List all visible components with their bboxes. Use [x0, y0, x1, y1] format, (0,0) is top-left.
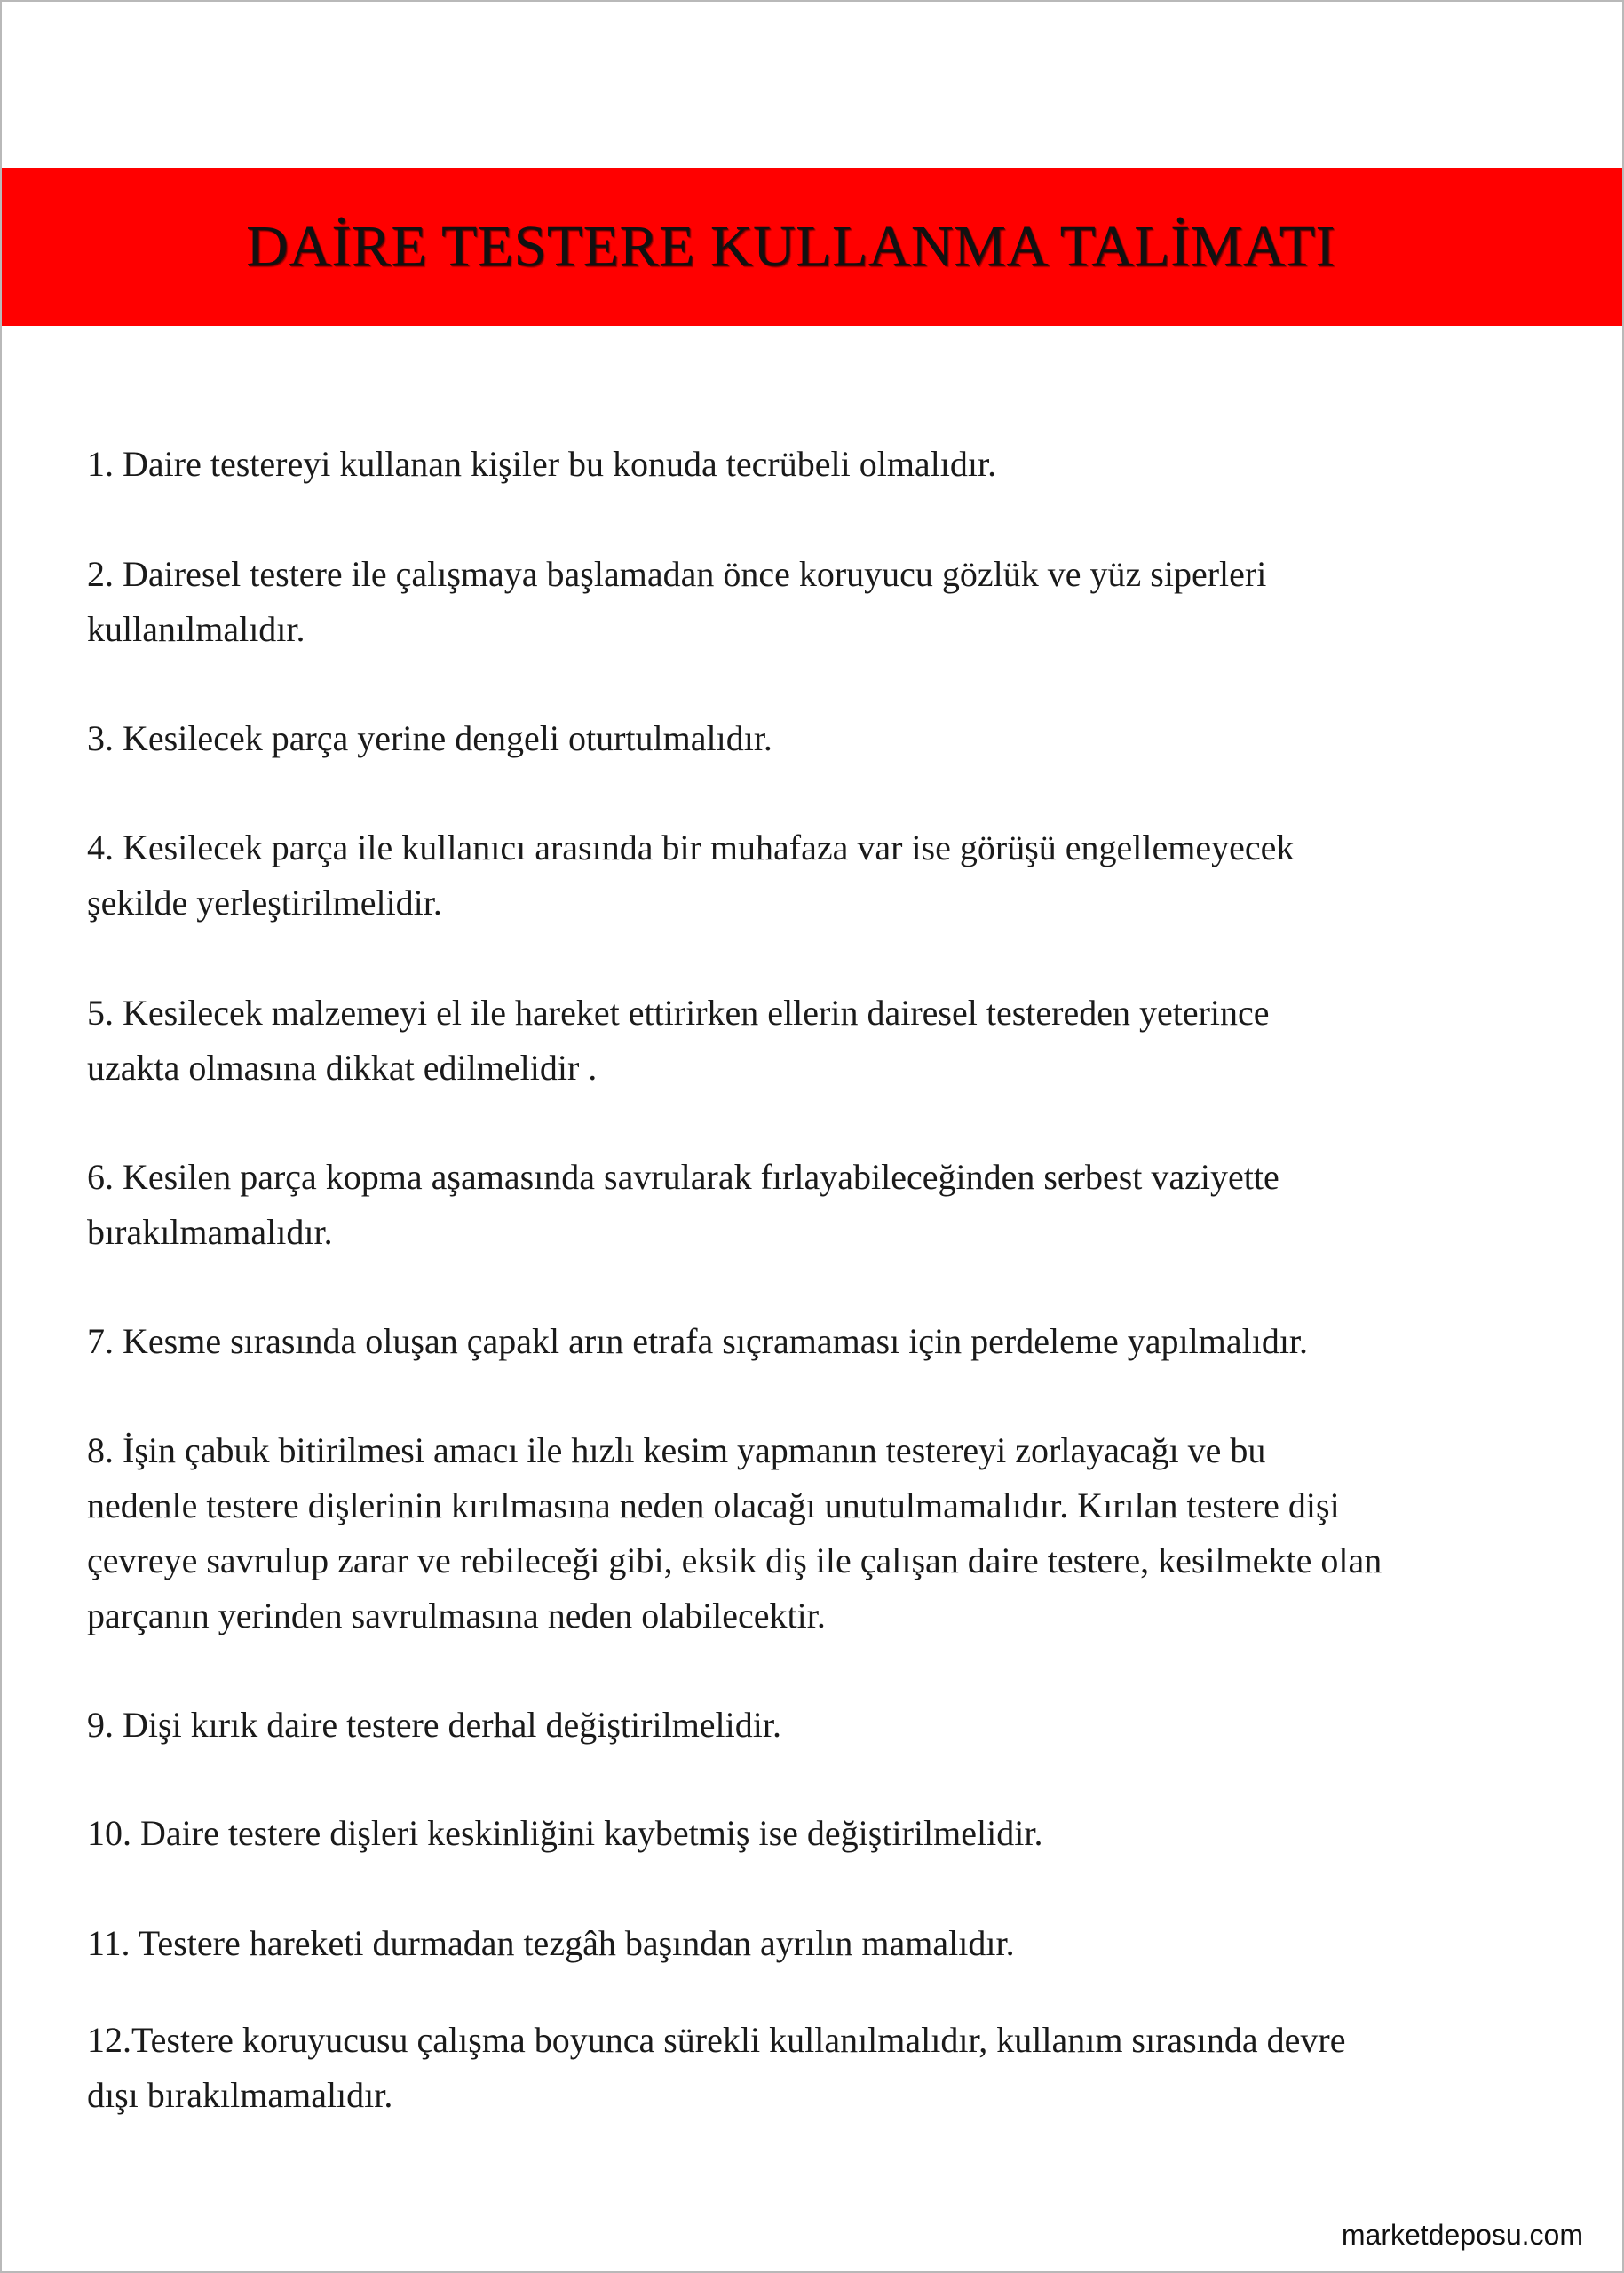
instruction-item-5: 5. Kesilecek malzemeyi el ile hareket ettirirken ellerin dairesel testereden yeterince uzakta olmasına dikkat edilmelidir . [87, 993, 1270, 1088]
instruction-item-2: 2. Dairesel testere ile çalışmaya başlamadan önce koruyucu gözlük ve yüz siperleri kullanılmalıdır. [87, 554, 1267, 649]
instruction-item-4: 4. Kesilecek parça ile kullanıcı arasında bir muhafaza var ise görüşü engellemeyecek şekilde yerleştirilmelidir. [87, 828, 1295, 923]
instruction-item-12: 12.Testere koruyucusu çalışma boyunca sürekli kullanılmalıdır, kullanım sırasında devre dışı bırakılmamalıdır. [87, 2020, 1346, 2115]
instruction-item-6: 6. Kesilen parça kopma aşamasında savrularak fırlayabileceğinden serbest vaziyette bırakılmamalıdır. [87, 1157, 1279, 1252]
document-title: DAİRE TESTERE KULLANMA TALİMATI [246, 214, 1335, 279]
instruction-item-9: 9. Dişi kırık daire testere derhal değiştirilmelidir. [87, 1705, 782, 1745]
title-banner [2, 168, 1622, 326]
instruction-item-10: 10. Daire testere dişleri keskinliğini kaybetmiş ise değiştirilmelidir. [87, 1813, 1043, 1853]
instruction-item-8: 8. İşin çabuk bitirilmesi amacı ile hızlı kesim yapmanın testereyi zorlayacağı ve bu nedenle testere dişlerinin kırılmasına neden olacağı unutulmamalıdır. Kırılan testere dişi çevreye savrulup zarar ve rebileceği gibi, eksik diş ile çalışan daire testere, kesilmekte olan parçanın yerinden savrulmasına neden olabilecektir. [87, 1430, 1382, 1635]
instruction-item-7: 7. Kesme sırasında oluşan çapakl arın etrafa sıçramaması için perdeleme yapılmalıdır. [87, 1321, 1309, 1361]
instruction-item-1: 1. Daire testereyi kullanan kişiler bu konuda tecrübeli olmalıdır. [87, 444, 997, 484]
instruction-item-3: 3. Kesilecek parça yerine dengeli oturtulmalıdır. [87, 718, 772, 758]
instruction-item-11: 11. Testere hareketi durmadan tezgâh başından ayrılın mamalıdır. [87, 1923, 1015, 1963]
website-link[interactable]: marketdeposu.com [1341, 2219, 1583, 2251]
